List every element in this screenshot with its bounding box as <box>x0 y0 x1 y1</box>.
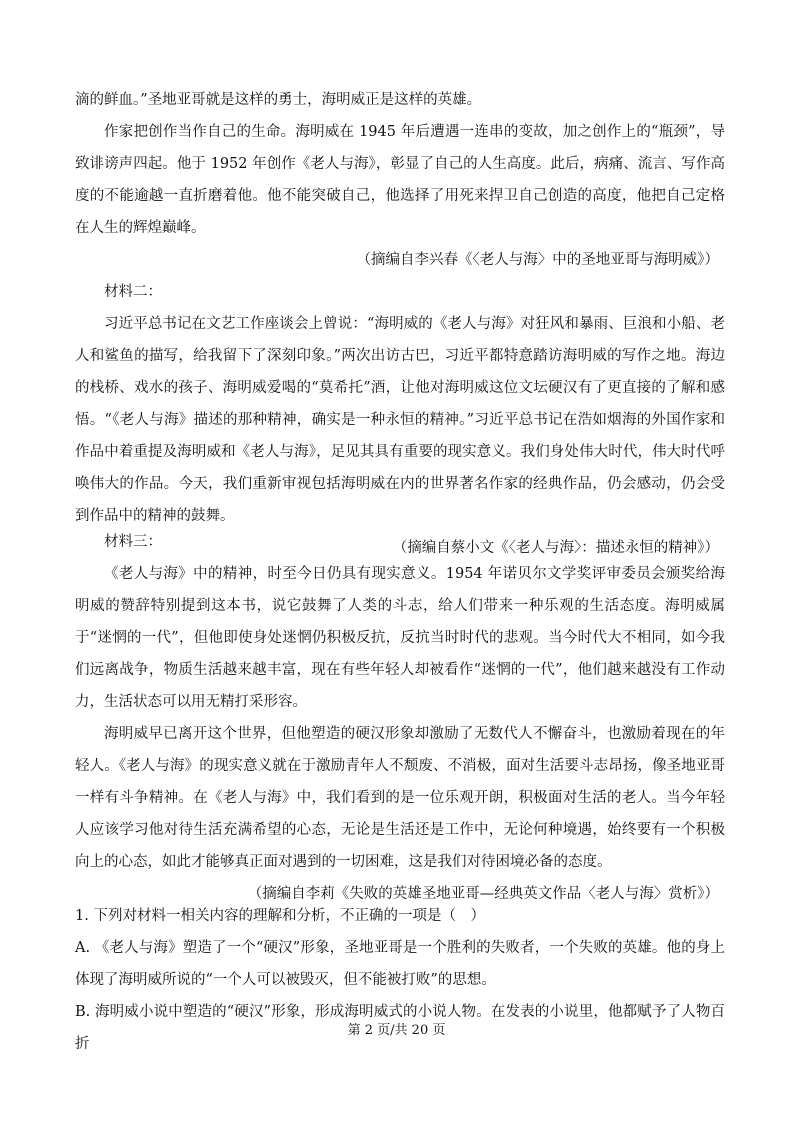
material-one-tail <box>75 84 725 276</box>
page-footer: 第 2 页/共 20 页 <box>347 1023 446 1038</box>
option-a: A. 《老人与海》塑造了一个“硬汉”形象，圣地亚哥是一个胜利的失败者，一个失败的英雄。他的身上体现了海明威所说的“一个人可以被毁灭，但不能被打败”的思想。 <box>75 940 725 988</box>
question-stem: 1. 下列对材料一相关内容的理解和分析，不正确的一项是（ ） <box>75 908 485 924</box>
option-b: B. 海明威小说中塑造的“硬汉”形象，形成海明威式的小说人物。在发表的小说里，他都赋予了人物百折 <box>75 1004 725 1052</box>
material-two <box>75 276 725 564</box>
source-citation: （摘编自李莉《失败的英雄圣地亚哥—经典英文作品〈老人与海〉赏析》） <box>247 886 719 902</box>
section-label: 材料二： <box>104 284 162 300</box>
source-citation: （摘编自蔡小文《〈老人与海〉：描述永恒的精神》） <box>392 540 719 556</box>
paragraph: 作家把创作当作自己的生命。海明威在 1945 年后遭遇一连串的变故，加之创作上的“瓶颈”，导致诽谤声四起。他于 1952 年创作《老人与海》，彰显了自己的人生高度。此后，病痛、流言、写作高度的不能逾越一直折磨着他。他不能突破自己，他选择了用死来捍卫自己创造的高度，他把自己定格在人生的辉煌巅峰。 <box>75 124 725 236</box>
paragraph: 《老人与海》中的精神，时至今日仍具有现实意义。1954 年诺贝尔文学奖评审委员会颁奖给海明威的赞辞特别提到这本书，说它鼓舞了人类的斗志，给人们带来一种乐观的生活态度。海明威属于“迷惘的一代”，但他即使身处迷惘仍积极反抗，反抗当时时代的悲观。当今时代大不相同，如今我们远离战争，物质生活越来越丰富，现在有些年轻人却被看作“迷惘的一代”，他们越来越没有工作动力，生活状态可以用无精打采形容。 <box>75 566 725 710</box>
paragraph: 海明威早已离开这个世界，但他塑造的硬汉形象却激励了无数代人不懈奋斗，也激励着现在的年轻人。《老人与海》的现实意义就在于激励青年人不颓废、不消极，面对生活要斗志昂扬，像圣地亚哥一样有斗争精神。在《老人与海》中，我们看到的是一位乐观开朗，积极面对生活的老人。当今年轻人应该学习他对待生活充满希望的心态，无论是生活还是工作中，无论何种境遇，始终要有一个积极向上的心态，如此才能够真正面对遇到的一切困难，这是我们对待困境必备的态度。 <box>75 726 725 870</box>
paragraph: 习近平总书记在文艺工作座谈会上曾说：“海明威的《老人与海》对狂风和暴雨、巨浪和小船、老人和鲨鱼的描写，给我留下了深刻印象。”两次出访古巴，习近平都特意踏访海明威的写作之地。海边的栈桥、戏水的孩子、海明威爱喝的“莫希托”酒，让他对海明威这位文坛硬汉有了更直接的了解和感悟。“《老人与海》描述的那种精神，确实是一种永恒的精神。”习近平总书记在浩如烟海的外国作家和作品中着重提及海明威和《老人与海》，足见其具有重要的现实意义。我们身处伟大时代，伟大时代呼唤伟大的作品。今天，我们重新审视包括海明威在内的世界著名作家的经典作品，仍会感动，仍会受到作品中的精神的鼓舞。 <box>75 316 725 524</box>
source-citation: （摘编自李兴春《〈老人与海〉中的圣地亚哥与海明威》） <box>356 252 719 268</box>
material-three <box>75 526 725 910</box>
paragraph: 滴的鲜血。”圣地亚哥就是这样的勇士，海明威正是这样的英雄。 <box>75 92 482 108</box>
section-label: 材料三： <box>104 534 162 550</box>
